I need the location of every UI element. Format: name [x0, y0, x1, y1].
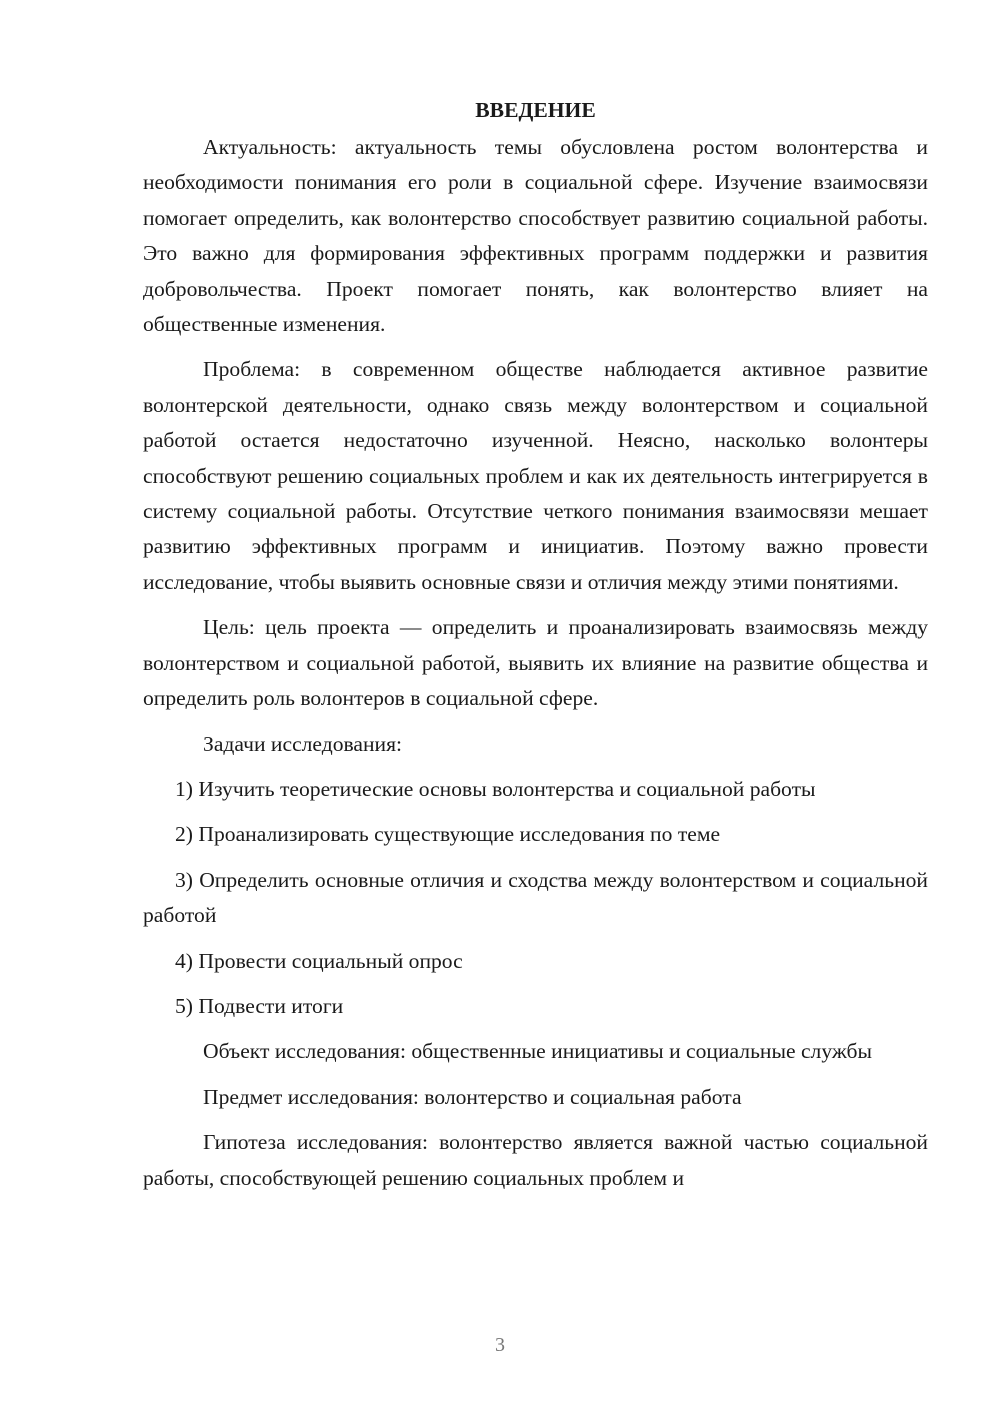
page-number: 3	[495, 1334, 505, 1356]
paragraph-goal: Цель: цель проекта — определить и проанализировать взаимосвязь между волонтерством и социальной работой, выявить их влияние на развитие общества и определить роль волонтеров в социальной сфере.	[143, 615, 928, 711]
paragraph-problem: Проблема: в современном обществе наблюдается активное развитие волонтерской деятельности, однако связь между волонтерством и социальной работой остается недостаточно изученной. Неясно, насколько волонтеры способствуют решению социальных проблем и как их деятельность интегрируется в систему социальной работы. Отсутствие четкого понимания взаимосвязи мешает развитию эффективных программ и инициатив. Поэтому важно провести исследование, чтобы выявить основные связи и отличия между этими понятиями.	[143, 357, 928, 594]
paragraph-relevance: Актуальность: актуальность темы обусловлена ростом волонтерства и необходимости понимания его роли в социальной сфере. Изучение взаимосвязи помогает определить, как волонтерство способствует развитию социальной работы. Это важно для формирования эффективных программ поддержки и развития добровольчества. Проект помогает понять, как волонтерство влияет на общественные изменения.	[143, 135, 928, 337]
page-content	[143, 95, 928, 1206]
paragraph-object: Объект исследования: общественные инициативы и социальные службы	[203, 1039, 872, 1064]
section-heading: ВВЕДЕНИЕ	[475, 98, 596, 122]
paragraph-hypothesis: Гипотеза исследования: волонтерство является важной частью социальной работы, способствующей решению социальных проблем и	[143, 1130, 928, 1190]
tasks-title: Задачи исследования:	[203, 731, 403, 756]
task-item: 3) Определить основные отличия и сходства между волонтерством и социальной работой	[143, 867, 928, 928]
paragraph-subject: Предмет исследования: волонтерство и социальная работа	[203, 1084, 742, 1109]
task-item: 5) Подвести итоги	[175, 993, 344, 1018]
task-item: 1) Изучить теоретические основы волонтерства и социальной работы	[175, 776, 816, 801]
task-item: 4) Провести социальный опрос	[175, 948, 463, 973]
task-item: 2) Проанализировать существующие исследования по теме	[175, 822, 721, 847]
